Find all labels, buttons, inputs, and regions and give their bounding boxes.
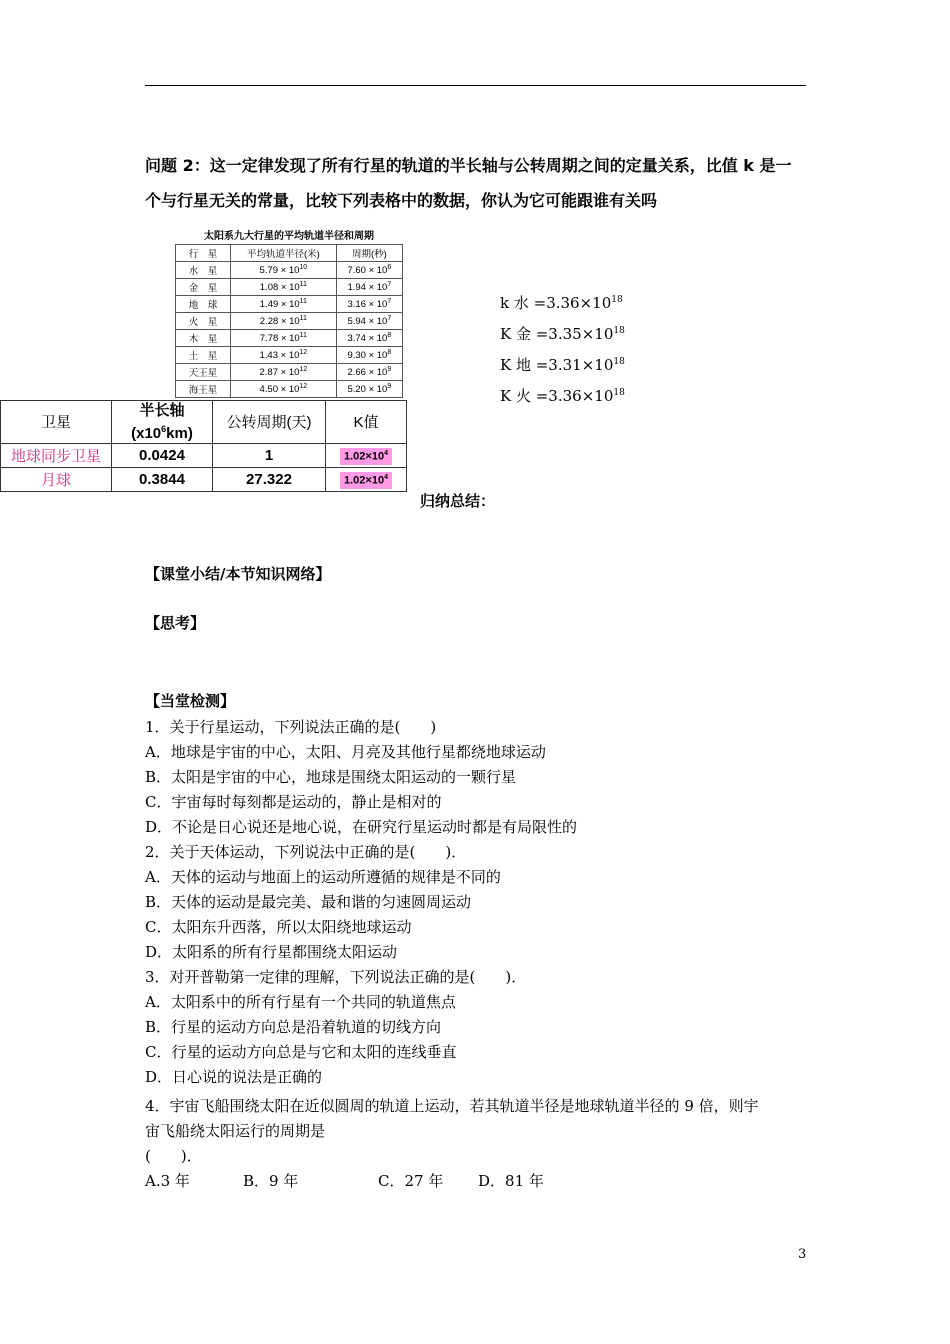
question-2-line-1: 问题 2：这一定律发现了所有行星的轨道的半长轴与公转周期之间的定量关系，比值 k 是一 [145, 156, 792, 175]
question-4-line-2: 宙飞船绕太阳运行的周期是 [145, 1122, 326, 1140]
question-line: 1．关于行星运动，下列说法正确的是( ) [145, 718, 437, 736]
header-planet: 行 星 [176, 245, 231, 262]
planet-name: 天王星 [176, 364, 231, 381]
question-2 [145, 148, 810, 218]
satellite-k: $1.02\times 10^4$ [326, 444, 407, 468]
header-orbit-period: 公转周期(天) [213, 401, 326, 444]
question-line: 3．对开普勒第一定律的理解，下列说法正确的是( )． [145, 968, 527, 986]
table-row [1, 444, 407, 468]
satellite-axis: 0.0424 [112, 444, 213, 468]
table-row [176, 279, 403, 296]
table-row [176, 262, 403, 279]
table-row [176, 296, 403, 313]
question-line: D．日心说的说法是正确的 [145, 1068, 323, 1086]
question-4-line-3: ( )． [145, 1147, 202, 1165]
planet-radius: $2.28 \times 10^{11}$ [231, 313, 337, 330]
table-row [176, 381, 403, 398]
question-4-line-1: 4．宇宙飞船围绕太阳在近似圆周的轨道上运动，若其轨道半径是地球轨道半径的 9 倍，则宇 [145, 1097, 759, 1115]
header-radius: 平均轨道半径(米) [231, 245, 337, 262]
satellite-axis: 0.3844 [112, 468, 213, 492]
satellite-k: $1.02\times 10^4$ [326, 468, 407, 492]
header-k-value: K值 [326, 401, 407, 444]
planet-radius: $7.78 \times 10^{11}$ [231, 330, 337, 347]
planet-name: 海王星 [176, 381, 231, 398]
planet-name: 地 球 [176, 296, 231, 313]
planet-period: $9.30 \times 10^8$ [336, 347, 402, 364]
satellite-period: 1 [213, 444, 326, 468]
header-satellite: 卫星 [1, 401, 112, 444]
question-line: A．地球是宇宙的中心，太阳、月亮及其他行星都绕地球运动 [145, 743, 546, 761]
question-line: 2．关于天体运动，下列说法中正确的是( )． [145, 843, 467, 861]
question-line: C．宇宙每时每刻都是运动的，静止是相对的 [145, 793, 442, 811]
planet-radius: $2.87 \times 10^{12}$ [231, 364, 337, 381]
planet-period: $1.94 \times 10^7$ [336, 279, 402, 296]
header-semi-axis: 半长轴 $(x10^6km)$ [112, 401, 213, 444]
satellite-table [0, 400, 407, 492]
table-row [176, 330, 403, 347]
planet-radius: $1.08 \times 10^{11}$ [231, 279, 337, 296]
planet-radius: $1.49 \times 10^{11}$ [231, 296, 337, 313]
table-row [176, 313, 403, 330]
option-d: D．81 年 [478, 1172, 544, 1190]
section-think: 【思考】 [145, 614, 206, 632]
planet-radius: $4.50 \times 10^{12}$ [231, 381, 337, 398]
header-rule [145, 85, 806, 86]
planet-name: 金 星 [176, 279, 231, 296]
question-line: C．行星的运动方向总是与它和太阳的连线垂直 [145, 1043, 457, 1061]
planet-name: 木 星 [176, 330, 231, 347]
planet-period: $2.66 \times 10^9$ [336, 364, 402, 381]
table-row [176, 364, 403, 381]
planet-period: $3.16 \times 10^7$ [336, 296, 402, 313]
planet-orbit-table [175, 230, 403, 398]
planet-name: 土 星 [176, 347, 231, 364]
question-line: A．天体的运动与地面上的运动所遵循的规律是不同的 [145, 868, 501, 886]
question-line: D．太阳系的所有行星都围绕太阳运动 [145, 943, 398, 961]
question-line: D．不论是日心说还是地心说，在研究行星运动时都是有局限性的 [145, 818, 578, 836]
question-line: B．天体的运动是最完美、最和谐的匀速圆周运动 [145, 893, 472, 911]
planet-period: $5.94 \times 10^7$ [336, 313, 402, 330]
planet-period: $3.74 \times 10^8$ [336, 330, 402, 347]
question-line: B．行星的运动方向总是沿着轨道的切线方向 [145, 1018, 442, 1036]
option-b: B．9 年 [243, 1172, 299, 1190]
question-2-line-2: 个与行星无关的常量，比较下列表格中的数据，你认为它可能跟谁有关吗 [145, 191, 658, 210]
question-4-options [145, 1169, 815, 1194]
question-line: B．太阳是宇宙的中心，地球是围绕太阳运动的一颗行星 [145, 768, 517, 786]
planet-name: 火 星 [176, 313, 231, 330]
satellite-table-header [1, 401, 407, 444]
planet-period: $5.20 \times 10^9$ [336, 381, 402, 398]
k-value-earth: K 地 $=3.31\times 10^{18}$ [500, 356, 625, 374]
planet-period: $7.60 \times 10^6$ [336, 262, 402, 279]
header-period: 周期(秒) [336, 245, 402, 262]
question-4 [145, 1094, 815, 1194]
table-row [1, 468, 407, 492]
planet-table-title: 太阳系九大行星的平均轨道半径和周期 [204, 231, 374, 242]
question-list [145, 715, 815, 1090]
page-number: 3 [798, 1247, 807, 1262]
satellite-name: 地球同步卫星 [1, 444, 112, 468]
planet-radius: $5.79 \times 10^{10}$ [231, 262, 337, 279]
section-network: 【课堂小结/本节知识网络】 [145, 565, 331, 583]
question-line: A．太阳系中的所有行星有一个共同的轨道焦点 [145, 993, 456, 1011]
question-line: C．太阳东升西落，所以太阳绕地球运动 [145, 918, 412, 936]
planet-name: 水 星 [176, 262, 231, 279]
option-c: C．27 年 [378, 1172, 444, 1190]
satellite-name: 月球 [1, 468, 112, 492]
satellite-period: 27.322 [213, 468, 326, 492]
planet-radius: $1.43 \times 10^{12}$ [231, 347, 337, 364]
section-test: 【当堂检测】 [145, 692, 236, 710]
option-a: A.3 年 [145, 1172, 190, 1190]
k-value-venus: K 金 $=3.35\times 10^{18}$ [500, 325, 625, 343]
k-value-mercury: k 水 $=3.36\times 10^{18}$ [500, 294, 623, 312]
summary-label: 归纳总结： [420, 492, 496, 510]
k-value-mars: K 火 $=3.36\times 10^{18}$ [500, 387, 625, 405]
table-row [176, 347, 403, 364]
planet-table-header [176, 245, 403, 262]
